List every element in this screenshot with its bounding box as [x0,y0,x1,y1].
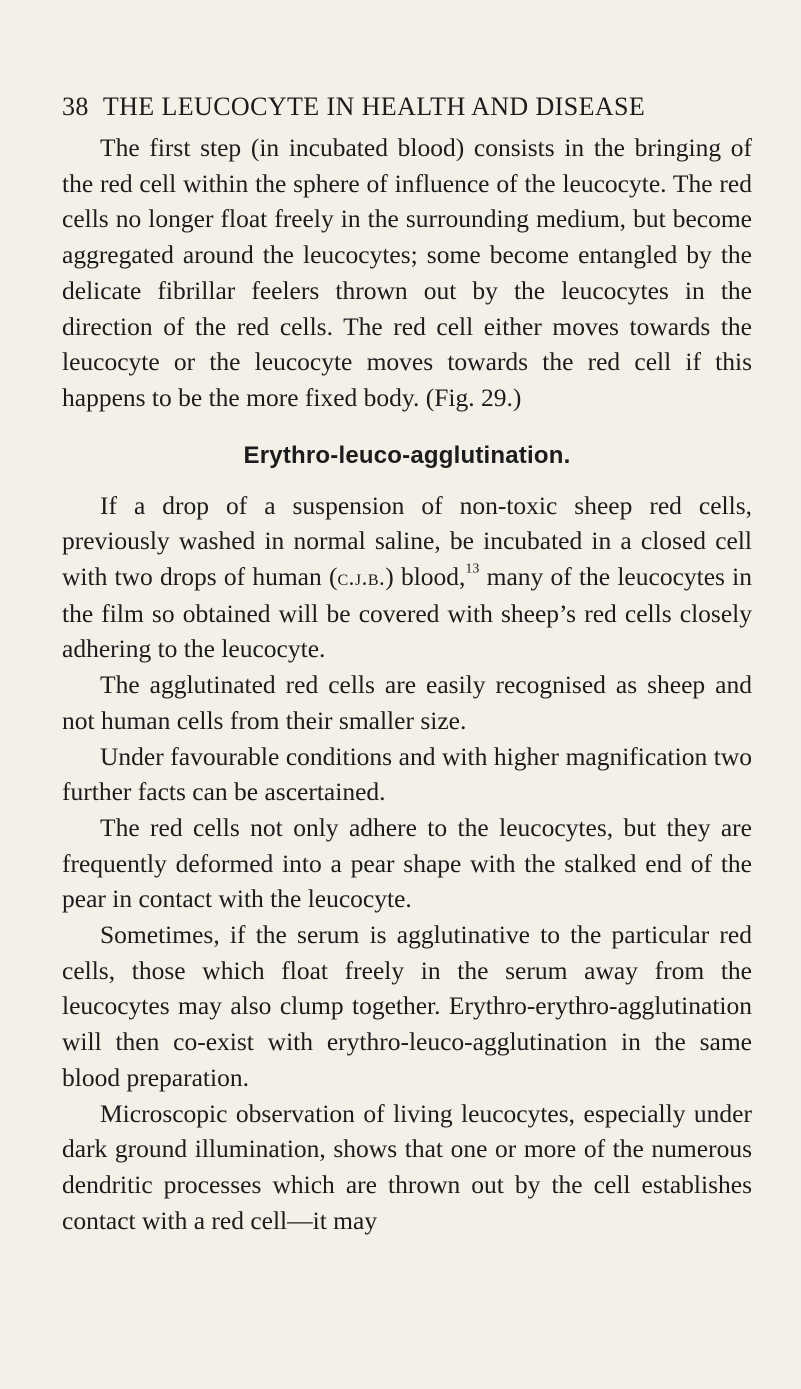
book-page [62,90,752,1238]
paragraph-microscopic-observation: Microscopic observation of living leucocytes, especially under dark ground illumination, shows that one or more of the numerous dendritic processes which are thrown out by the cell establishes contact with a red cell—it may [62,1098,752,1235]
author-initials: c.j.b. [337,565,386,591]
footnote-reference: 13 [465,561,480,577]
section-paragraph-1 [62,488,752,668]
intro-paragraph: The first step (in incubated blood) consists in the bringing of the red cell within the sphere of influence of the leucocyte. The red cells no longer float freely in the surrounding medium, but become aggregated around the leucocytes; some become entangled by the delicate fibrillar feelers thrown out by the leucocytes in the direction of the red cells. The red cell either moves towards the leucocyte or the leucocyte moves towards the red cell if this happens to be the more fixed body. (Fig. 29.) [62,133,752,412]
paragraph-magnification: Under favourable conditions and with higher magnification two further facts can be ascertained. [62,741,752,807]
running-head [62,90,752,124]
paragraph-size-recognition: The agglutinated red cells are easily recognised as sheep and not human cells from their smaller size. [62,670,752,735]
section-heading: Erythro-leuco-agglutination. [243,441,571,469]
paragraph-pear-shape: The red cells not only adhere to the leucocytes, but they are frequently deformed into a pear shape with the stalked end of the pear in contact with the leucocyte. [62,812,752,914]
paragraph-text: ) blood, [385,562,466,592]
running-title: THE LEUCOCYTE IN HEALTH AND DISEASE [102,92,646,121]
paragraph-text: If a drop of a suspension of non-toxic sheep red cells, previously washed in normal saline, be incubated in a closed cell with two drops of human ( [62,490,752,592]
page-number: 38 [62,92,89,121]
paragraph-serum-agglutination: Sometimes, if the serum is agglutinative to the particular red cells, those which float freely in the serum away from the leucocytes may also clump together. Erythro-erythro-agglutination will then co-exist with erythro-leuco-agglutination in the same blood preparation. [62,920,752,1092]
paragraph-text: many of the leucocytes in the film so obtained will be covered with sheep’s red cells closely adhering to the leucocyte. [62,562,753,664]
